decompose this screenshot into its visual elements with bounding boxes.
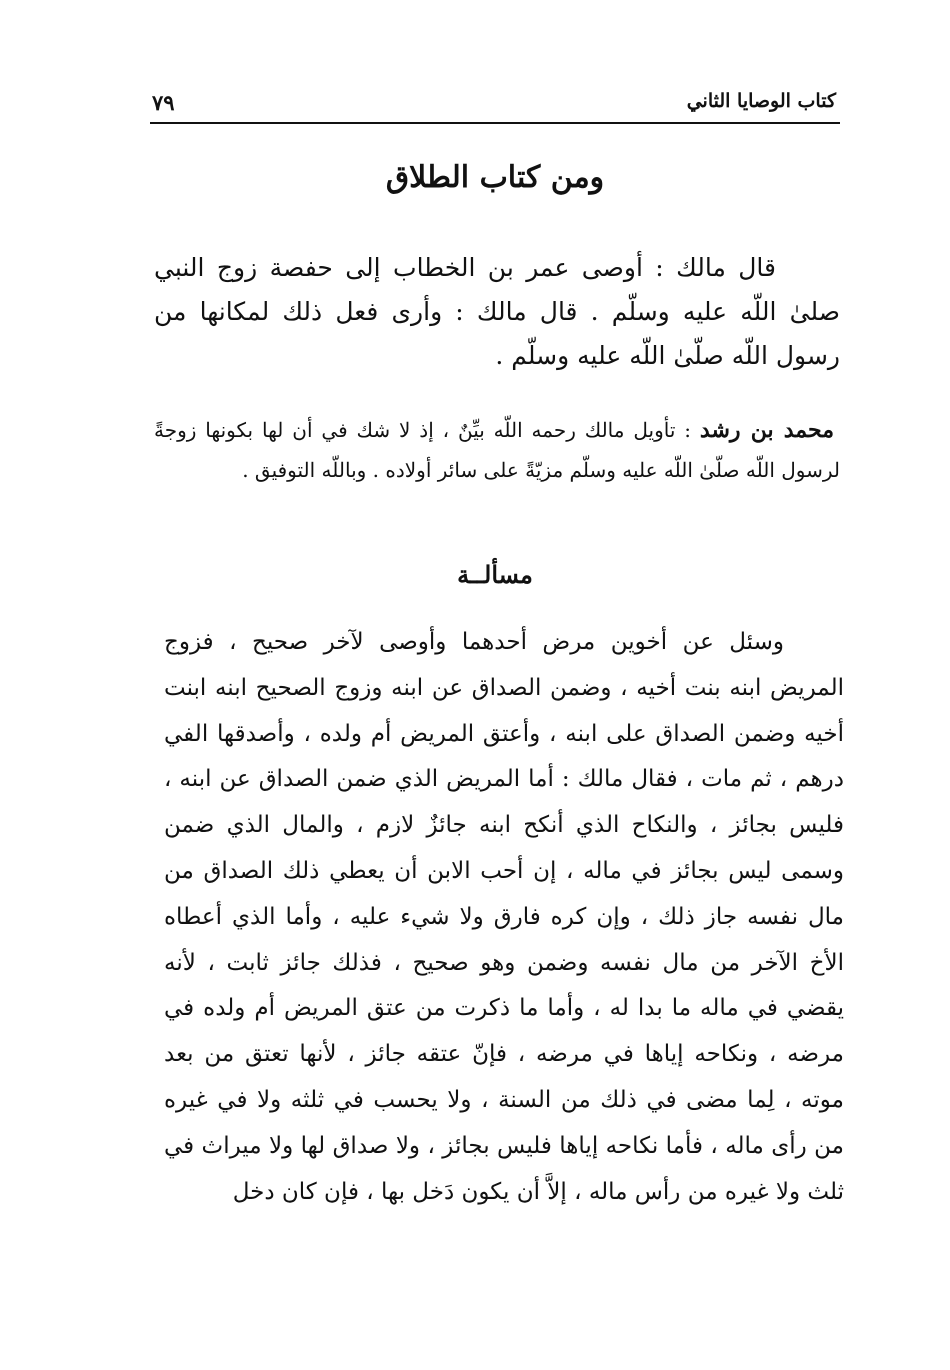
paragraph-commentary — [154, 410, 840, 490]
chapter-title: ومن كتاب الطلاق — [385, 160, 605, 195]
running-header-title: كتاب الوصايا الثاني — [686, 90, 836, 112]
page-header — [150, 84, 840, 124]
commentary-speaker: محمد بن رشد — [699, 417, 835, 443]
page-number: ٧٩ — [152, 90, 175, 115]
paragraph-malik-quote: قال مالك : أوصى عمر بن الخطاب إلى حفصة زوج النبي صلىٰ اللّه عليه وسلّم . قال مالك : وأرى فعل ذلك لمكانها من رسول اللّه صلّىٰ اللّه عليه وسلّم . — [154, 253, 840, 370]
commentary-text: : تأويل مالك رحمه اللّه بيِّنٌ ، إذ لا شك في أن لها بكونها زوجةً لرسول اللّه صلّىٰ اللّه عليه وسلّم مزيّةً على سائر أولاده . وباللّه التوفيق . — [154, 418, 840, 482]
section-title: مسألــة — [457, 560, 533, 589]
paragraph-question: وسئل عن أخوين مرض أحدهما وأوصى لآخر صحيح ، فزوج المريض ابنه بنت أخيه ، وضمن الصداق عن ابنه وزوج الصحيح ابنه ابنت أخيه وضمن الصداق على ابنه ، وأعتق المريض أم ولده ، وأصدقها الفي درهم ، ثم مات ، فقال مالك : أما المريض الذي ضمن الصداق عن ابنه ، فليس بجائز ، والنكاح الذي أنكح ابنه جائزٌ لازم ، والمال الذي ضمن وسمى ليس بجائز في ماله ، إن أحب الابن أن يعطي ذلك الصداق من مال نفسه جاز ذلك ، وإن كره فارق ولا شيء عليه ، وأما الذي أعطاه الأخ الآخر من مال نفسه وضمن وهو صحيح ، فذلك جائز ثابت ، لأنه يقضي في ماله ما بدا له ، وأما ما ذكرت من عتق المريض أم ولده في مرضه ، ونكاحه إياها في مرضه ، فإنّ عتقه جائز ، لأنها تعتق من بعد موته ، لِما مضى في ذلك من السنة ، ولا يحسب في ثلثه ولا في غيره من رأى ماله ، فأما نكاحه إياها فليس بجائز ، ولا صداق لها ولا ميراث في ثلث ولا غيره من رأس ماله ، إلاَّ أن يكون دَخل بها ، فإن كان دخل — [164, 629, 844, 1205]
